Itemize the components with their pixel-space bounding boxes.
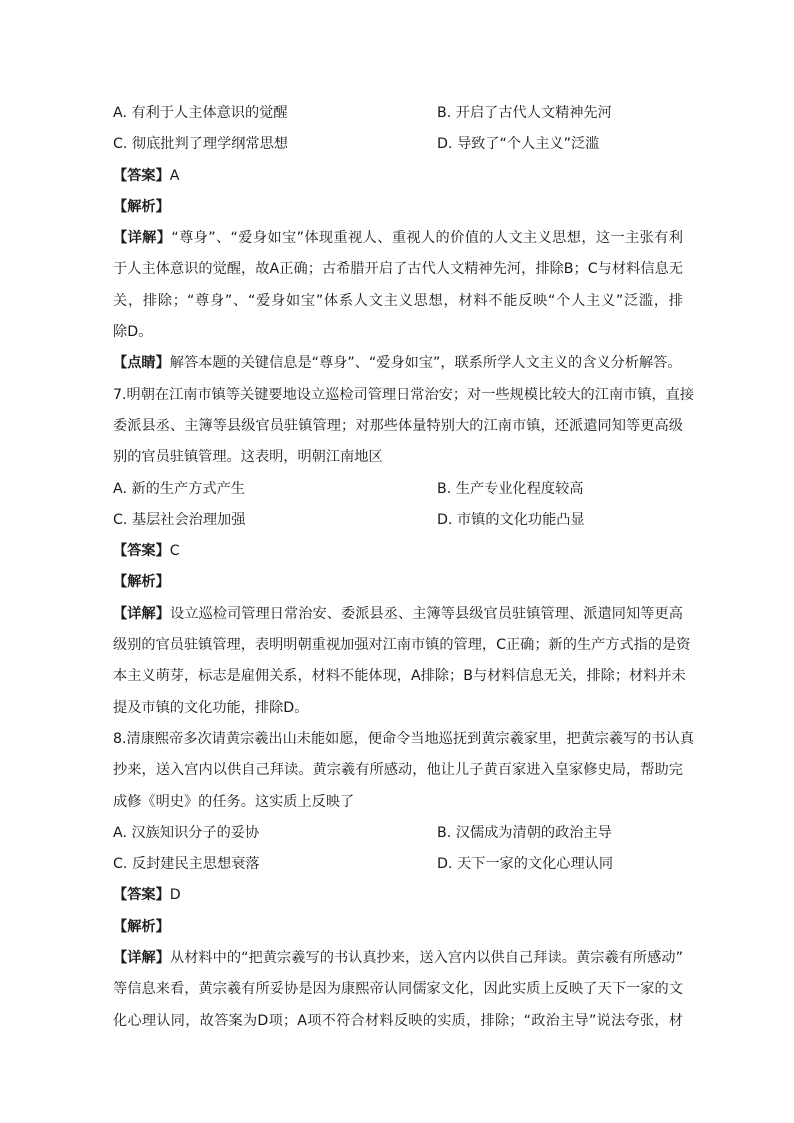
detail-tag: 【详解】 — [113, 605, 171, 622]
answer-value: C — [169, 543, 180, 560]
answer-value: A — [169, 167, 180, 184]
answer-tag: 【答案】 — [113, 543, 170, 560]
document-page — [113, 98, 695, 1037]
q8-detail-line-3: 化心理认同，故答案为D项；A项不符合材料反映的实质，排除；“政治主导”说法夸张，材 — [113, 1012, 683, 1029]
q7-detail-line-1 — [113, 599, 683, 630]
q8-option-d: D. 天下一家的文化心理认同 — [437, 856, 614, 873]
q8-detail-line-2: 等信息来看，黄宗羲有所妥协是因为康熙帝认同儒家文化，因此实质上反映了天下一家的文 — [113, 981, 683, 998]
detail-text: 设立巡检司管理日常治安、委派县丞、主簿等县级官员驻镇管理、派遣同知等更高 — [170, 605, 683, 622]
q8-option-a: A. 汉族知识分子的妥协 — [113, 824, 260, 841]
q6-answer — [113, 161, 683, 192]
analysis-tag: 【解析】 — [113, 574, 170, 591]
q8-stem-line-2: 抄来，送入宫内以供自己拜读。黄宗羲有所感动，他让儿子黄百家进入皇家修史局，帮助完 — [113, 762, 683, 779]
q6-option-a: A. 有利于人主体意识的觉醒 — [113, 105, 288, 121]
detail-text: “尊身”、“爱身如宝”体现重视人、重视人的价值的人文主义思想，这一主张有利 — [171, 230, 683, 247]
q8-option-b: B. 汉儒成为清朝的政治主导 — [437, 824, 612, 841]
q7-option-c: C. 基层社会治理加强 — [113, 511, 246, 528]
q7-stem-line-1: 7.明朝在江南市镇等关键要地设立巡检司管理日常治安；对一些规模比较大的江南市镇，直接 — [113, 386, 695, 403]
q6-options-row-2 — [113, 129, 683, 160]
q7-option-d: D. 市镇的文化功能凸显 — [437, 511, 585, 528]
q6-tip — [113, 348, 683, 379]
q7-detail-line-4: 提及市镇的文化功能，排除D。 — [113, 699, 309, 716]
q7-stem-line-3: 别的官员驻镇管理。这表明，明朝江南地区 — [113, 449, 383, 466]
q8-stem-line-1: 8.清康熙帝多次请黄宗羲出山未能如愿，便命令当地巡抚到黄宗羲家里，把黄宗羲写的书认真 — [113, 730, 695, 747]
q6-detail-line-4: 除D。 — [113, 324, 153, 341]
q8-stem-line-3: 成修《明史》的任务。这实质上反映了 — [113, 793, 355, 810]
q7-detail-line-2: 级别的官员驻镇管理，表明明朝重视加强对江南市镇的管理，C正确；新的生产方式指的是资 — [113, 637, 691, 654]
q6-option-c: C. 彻底批判了理学纲常思想 — [113, 136, 288, 153]
analysis-tag: 【解析】 — [113, 198, 170, 215]
q8-answer — [113, 880, 683, 911]
q7-options-row-2 — [113, 505, 683, 536]
q8-detail-line-1 — [113, 943, 683, 974]
q7-answer — [113, 536, 683, 567]
tip-text: 解答本题的关键信息是“尊身”、“爱身如宝”，联系所学人文主义的含义分析解答。 — [169, 355, 682, 372]
q7-options-row-1 — [113, 474, 683, 505]
q6-option-d: D. 导致了“个人主义”泛滥 — [437, 136, 600, 153]
q6-detail-line-2: 于人主体意识的觉醒，故A正确；古希腊开启了古代人文精神先河，排除B；C与材料信息无 — [113, 261, 683, 278]
q8-option-c: C. 反封建民主思想衰落 — [113, 856, 260, 873]
q6-options-row-1 — [113, 98, 683, 129]
q6-detail-line-3: 关，排除；“尊身”、“爱身如宝”体系人文主义思想，材料不能反映“个人主义”泛滥，排 — [113, 292, 683, 309]
answer-tag: 【答案】 — [113, 887, 170, 904]
q6-analysis — [113, 192, 683, 223]
answer-value: D — [169, 887, 181, 904]
q7-option-a: A. 新的生产方式产生 — [113, 480, 245, 497]
q7-detail-line-3: 本主义萌芽，标志是雇佣关系，材料不能体现，A排除；B与材料信息无关，排除；材料并未 — [113, 668, 686, 685]
q6-detail-line-1 — [113, 223, 683, 254]
q7-option-b: B. 生产专业化程度较高 — [437, 480, 584, 497]
detail-text: 从材料中的“把黄宗羲写的书认真抄来，送入宫内以供自己拜读。黄宗羲有所感动” — [169, 950, 683, 967]
answer-tag: 【答案】 — [113, 167, 170, 184]
detail-tag: 【详解】 — [113, 950, 170, 967]
tip-tag: 【点睛】 — [113, 355, 170, 372]
detail-tag: 【详解】 — [113, 230, 172, 247]
q7-analysis — [113, 567, 683, 598]
q7-stem-line-2: 委派县丞、主簿等县级官员驻镇管理；对那些体量特别大的江南市镇，还派遣同知等更高级 — [113, 417, 683, 434]
analysis-tag: 【解析】 — [113, 918, 170, 935]
q8-options-row-1 — [113, 818, 683, 849]
q8-options-row-2 — [113, 849, 683, 880]
q6-option-b: B. 开启了古代人文精神先河 — [437, 105, 612, 121]
q8-analysis — [113, 912, 683, 943]
